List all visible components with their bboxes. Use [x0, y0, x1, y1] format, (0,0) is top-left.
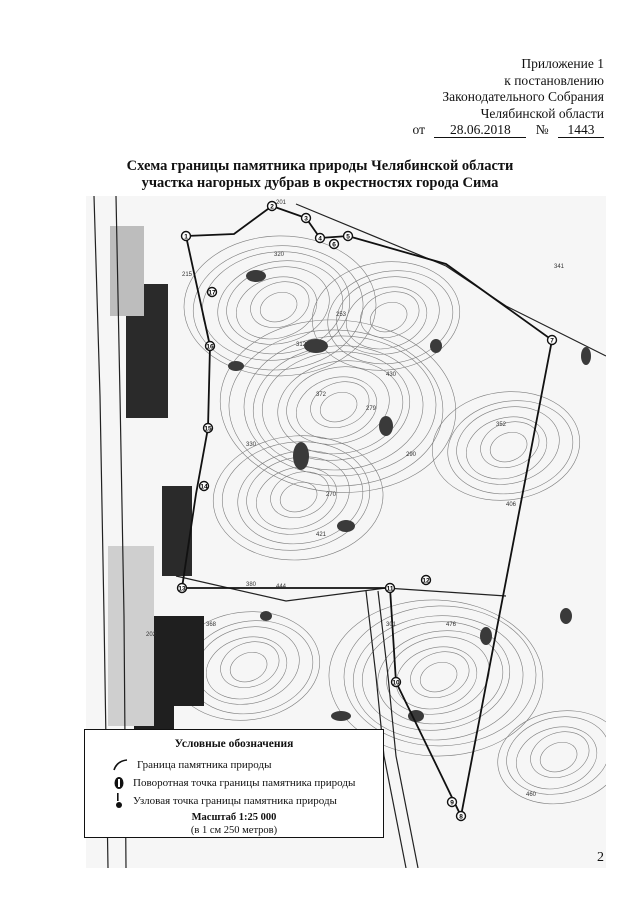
turning-point-label: 11 — [386, 585, 394, 593]
number-sign: № — [535, 122, 549, 137]
elevation-label: 352 — [496, 422, 507, 428]
elevation-label: 430 — [386, 372, 397, 378]
turning-point-label: 5 — [346, 233, 350, 241]
elevation-label: 312 — [296, 342, 307, 348]
resolution-date: 28.06.2018 — [434, 123, 526, 138]
legend-boundary — [111, 758, 271, 772]
elevation-label: 279 — [366, 406, 377, 412]
elevation-label: 301 — [386, 622, 397, 628]
title-line-2: участка нагорных дубрав в окрестностях города Сима — [141, 175, 499, 191]
elevation-label: 406 — [506, 502, 517, 508]
appendix-label: Приложение 1 — [521, 56, 604, 71]
turning-point-label: 10 — [392, 679, 400, 687]
turning-point-label: 9 — [450, 799, 454, 807]
elevation-label: 330 — [246, 442, 257, 448]
turning-point-label: 17 — [208, 289, 216, 297]
turning-point-icon — [111, 776, 127, 790]
turning-point-label: 14 — [200, 483, 208, 491]
resolution-date-line — [413, 122, 605, 139]
turning-point-label: 7 — [550, 337, 554, 345]
legend-node-point — [111, 792, 337, 810]
turning-point-label: 3 — [304, 215, 308, 223]
elevation-label: 444 — [276, 584, 287, 590]
elevation-label: 476 — [446, 622, 457, 628]
document-title — [0, 158, 640, 192]
elevation-label: 341 — [554, 264, 565, 270]
resolution-number: 1443 — [558, 123, 604, 138]
legend-node-point-label: Узловая точка границы памятника природы — [133, 795, 337, 807]
elevation-label: 380 — [246, 582, 257, 588]
map-scale-note: (в 1 см 250 метров) — [190, 825, 278, 836]
resolution-label: к постановлению — [504, 72, 604, 88]
appendix-header — [413, 56, 605, 139]
elevation-label: 253 — [336, 312, 347, 318]
assembly-label: Законодательного Собрания — [442, 89, 604, 104]
node-point-icon — [111, 792, 127, 810]
turning-point-label: 1 — [184, 233, 188, 241]
elevation-label: 202 — [146, 632, 157, 638]
turning-point-label: 12 — [422, 577, 430, 585]
page-number: 2 — [597, 850, 604, 865]
turning-point-label: 8 — [459, 813, 463, 821]
elevation-label: 421 — [316, 532, 327, 538]
elevation-label: 460 — [526, 792, 537, 798]
legend-boundary-label: Граница памятника природы — [137, 759, 272, 771]
turning-point-label: 15 — [204, 425, 212, 433]
elevation-label: 215 — [182, 272, 193, 278]
title-line-1: Схема границы памятника природы Челябинской области — [126, 158, 514, 174]
legend-turning-point — [111, 776, 355, 790]
turning-point-label: 6 — [332, 241, 336, 249]
legend-turning-point-label: Поворотная точка границы памятника природы — [133, 777, 356, 789]
elevation-label: 372 — [316, 392, 327, 398]
elevation-label: 201 — [276, 200, 287, 206]
map-legend — [84, 729, 384, 838]
elevation-label: 368 — [206, 622, 217, 628]
date-prefix: от — [412, 122, 425, 137]
elevation-label: 290 — [406, 452, 417, 458]
legend-title: Условные обозначения — [174, 738, 294, 750]
turning-point-label: 2 — [270, 203, 274, 211]
turning-point-label: 4 — [318, 235, 322, 243]
region-label: Челябинской области — [480, 105, 604, 121]
turning-point-label: 16 — [206, 343, 214, 351]
elevation-label: 270 — [326, 492, 337, 498]
map-scale: Масштаб 1:25 000 — [191, 812, 277, 823]
elevation-label: 320 — [274, 252, 285, 258]
boundary-line-icon — [111, 758, 131, 772]
turning-point-label: 13 — [178, 585, 186, 593]
